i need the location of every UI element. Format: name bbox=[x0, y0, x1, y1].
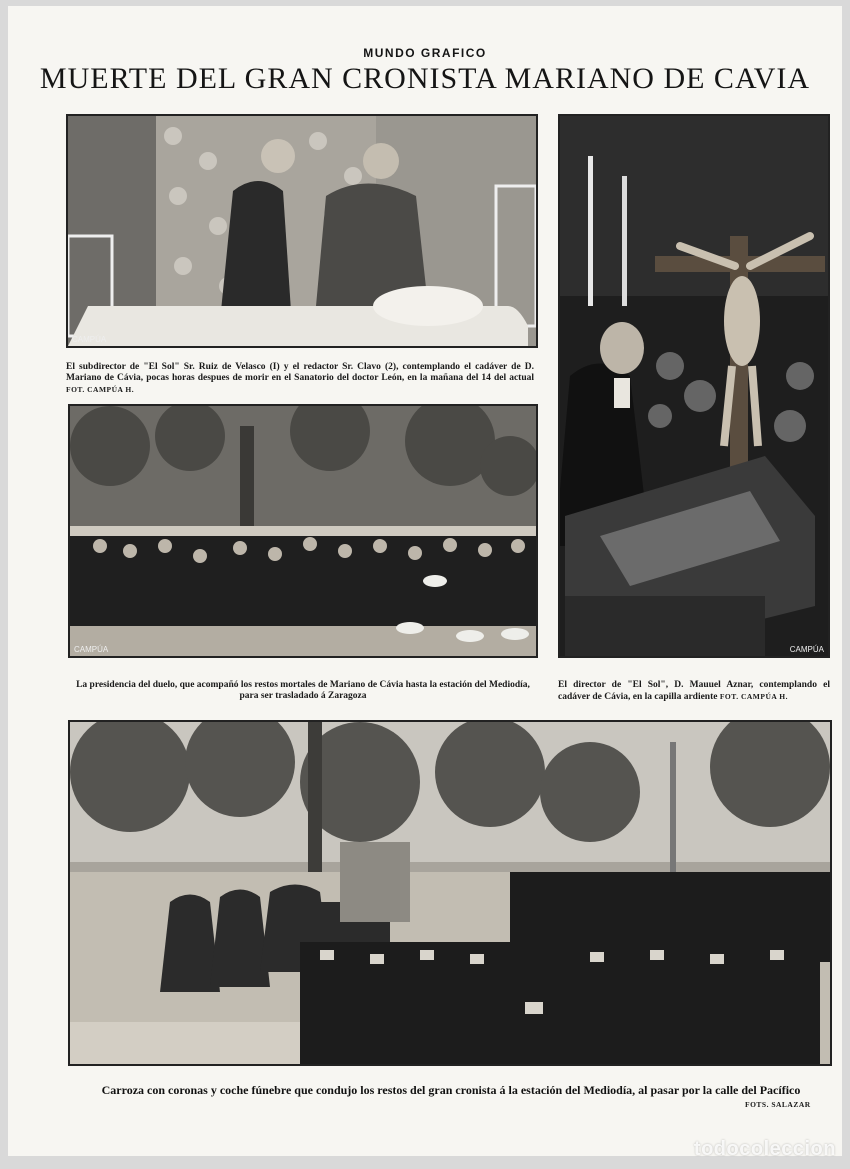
caption-chapel bbox=[558, 680, 830, 703]
photo-mourners-inner-credit: CAMPÚA bbox=[74, 645, 109, 654]
photo-chapel bbox=[558, 114, 830, 658]
caption-mourners bbox=[66, 680, 540, 702]
headline: MUERTE DEL GRAN CRONISTA MARIANO DE CAVIA bbox=[39, 62, 811, 95]
caption-chapel-text: El director de "El Sol", D. Mauuel Aznar, contemplando el cadáver de Cávia, en la capilla ardiente bbox=[558, 680, 830, 702]
caption-mourners-text: La presidencia del duelo, que acompañó los restos mortales de Mariano de Cávia hasta la estación del Mediodía, para ser trasladado á Zaragoza bbox=[76, 680, 530, 701]
photo-deathbed bbox=[66, 114, 538, 348]
photo-chapel-inner-credit: CAMPÚA bbox=[789, 645, 824, 654]
caption-deathbed-credit: FOT. CAMPÚA H. bbox=[66, 385, 135, 394]
photo-mourners bbox=[68, 404, 538, 658]
watermark-logo: todocoleccion bbox=[693, 1138, 836, 1160]
caption-chapel-credit: FOT. CAMPÚA H. bbox=[719, 692, 788, 701]
photo-deathbed-inner-credit: CAMPÚA bbox=[72, 335, 107, 344]
masthead: MUNDO GRAFICO bbox=[363, 46, 487, 60]
caption-procession bbox=[66, 1084, 836, 1097]
photo-procession bbox=[68, 720, 832, 1066]
caption-procession-text: Carroza con coronas y coche fúnebre que condujo los restos del gran cronista á la estación del Mediodía, al pasar por la calle del Pacífico bbox=[101, 1083, 801, 1097]
caption-procession-credit: FOTS. SALAZAR bbox=[745, 1100, 811, 1109]
caption-deathbed-text: El subdirector de "El Sol" Sr. Ruiz de Velasco (I) y el redactor Sr. Clavo (2), contemplando el cadáver de D. Mariano de Cávia, pocas horas despues de morir en el Sanatorio del doctor León, en la mañana del 14 del actual bbox=[66, 362, 534, 383]
caption-deathbed bbox=[66, 362, 534, 396]
